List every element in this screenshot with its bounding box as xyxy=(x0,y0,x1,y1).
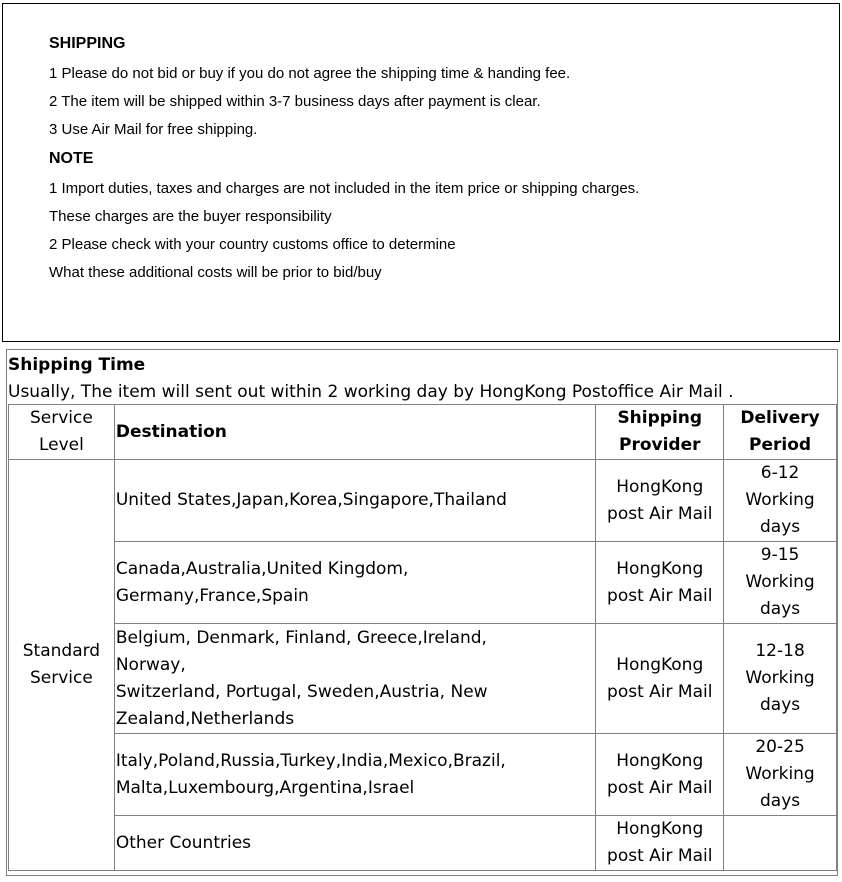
provider-line2: post Air Mail xyxy=(607,503,713,524)
destination-line: Belgium, Denmark, Finland, Greece,Ireland, xyxy=(115,627,487,648)
provider-cell xyxy=(596,816,724,871)
period-range: 12-18 xyxy=(755,641,805,661)
period-range: 20-25 xyxy=(755,737,805,757)
destination-line: Switzerland, Portugal, Sweden,Austria, New xyxy=(115,681,488,702)
header-provider-line1: Shipping xyxy=(617,408,703,428)
table-row xyxy=(9,542,837,624)
period-cell xyxy=(724,460,837,542)
provider-line2: post Air Mail xyxy=(607,846,713,866)
shipping-policy-box xyxy=(2,3,840,342)
table-row xyxy=(9,816,837,871)
shipping-line-2: 2 The item will be shipped within 3-7 business days after payment is clear. xyxy=(49,93,541,110)
service-level-line2: Service xyxy=(30,668,93,688)
shipping-time-title: Shipping Time xyxy=(8,355,146,375)
shipping-time-box xyxy=(6,349,838,876)
provider-line1: HongKong xyxy=(616,476,704,497)
provider-line1: HongKong xyxy=(616,558,704,579)
note-heading: NOTE xyxy=(49,150,94,167)
note-line-3: 2 Please check with your country customs office to determine xyxy=(49,236,456,253)
destination-line: Other Countries xyxy=(115,832,252,853)
header-shipping-provider xyxy=(596,405,724,460)
provider-cell xyxy=(596,460,724,542)
destination-line: Norway, xyxy=(115,654,186,675)
shipping-line-1: 1 Please do not bid or buy if you do not agree the shipping time & handing fee. xyxy=(49,65,571,82)
service-level-line1: Standard xyxy=(22,641,101,661)
provider-line2: post Air Mail xyxy=(607,777,713,798)
table-row xyxy=(9,460,837,542)
note-line-1: 1 Import duties, taxes and charges are not included in the item price or shipping charges. xyxy=(49,180,640,197)
destination-cell xyxy=(114,816,596,871)
provider-line2: post Air Mail xyxy=(607,681,713,702)
period-range: 9-15 xyxy=(760,545,800,565)
shipping-line-3: 3 Use Air Mail for free shipping. xyxy=(49,121,258,138)
shipping-time-table xyxy=(8,404,837,871)
provider-cell xyxy=(596,542,724,624)
destination-line: Germany,France,Spain xyxy=(115,585,309,606)
shipping-heading: SHIPPING xyxy=(49,35,126,52)
provider-line1: HongKong xyxy=(616,654,704,675)
note-line-2: These charges are the buyer responsibility xyxy=(49,208,332,225)
header-service-level-line1: Service xyxy=(30,408,93,428)
header-service-level-line2: Level xyxy=(38,435,84,455)
header-provider-line2: Provider xyxy=(618,435,701,455)
header-service-level xyxy=(9,405,115,460)
header-period-line1: Delivery xyxy=(740,408,820,428)
service-level-cell xyxy=(9,460,115,871)
destination-line: Italy,Poland,Russia,Turkey,India,Mexico,Brazil, xyxy=(115,750,506,771)
destination-cell xyxy=(114,624,596,734)
period-line2: Working xyxy=(745,764,815,784)
header-period-line2: Period xyxy=(749,435,812,455)
period-cell xyxy=(724,624,837,734)
header-destination: Destination xyxy=(114,405,596,460)
period-line2: Working xyxy=(745,668,815,688)
header-delivery-period xyxy=(724,405,837,460)
provider-cell xyxy=(596,734,724,816)
period-line3: days xyxy=(760,517,801,537)
period-line3: days xyxy=(760,791,801,811)
note-line-4: What these additional costs will be prior to bid/buy xyxy=(49,264,382,281)
table-header-row xyxy=(9,405,837,460)
table-row xyxy=(9,734,837,816)
provider-line1: HongKong xyxy=(616,750,704,771)
provider-line1: HongKong xyxy=(616,819,704,839)
provider-cell xyxy=(596,624,724,734)
period-range: 6-12 xyxy=(760,463,800,483)
destination-cell xyxy=(114,460,596,542)
shipping-time-subtitle: Usually, The item will sent out within 2 working day by HongKong Postoffice Air Mail . xyxy=(8,382,734,402)
period-line3: days xyxy=(760,599,801,619)
destination-cell xyxy=(114,734,596,816)
period-cell xyxy=(724,542,837,624)
destination-line: United States,Japan,Korea,Singapore,Thailand xyxy=(115,490,507,510)
provider-line2: post Air Mail xyxy=(607,585,713,606)
destination-line: Malta,Luxembourg,Argentina,Israel xyxy=(115,777,415,798)
table-row xyxy=(9,624,837,734)
period-line2: Working xyxy=(745,572,815,592)
period-line2: Working xyxy=(745,490,815,510)
destination-line: Zealand,Netherlands xyxy=(115,708,295,729)
destination-cell xyxy=(114,542,596,624)
destination-line: Canada,Australia,United Kingdom, xyxy=(115,558,409,579)
period-cell xyxy=(724,816,837,871)
period-line3: days xyxy=(760,695,801,715)
period-cell xyxy=(724,734,837,816)
